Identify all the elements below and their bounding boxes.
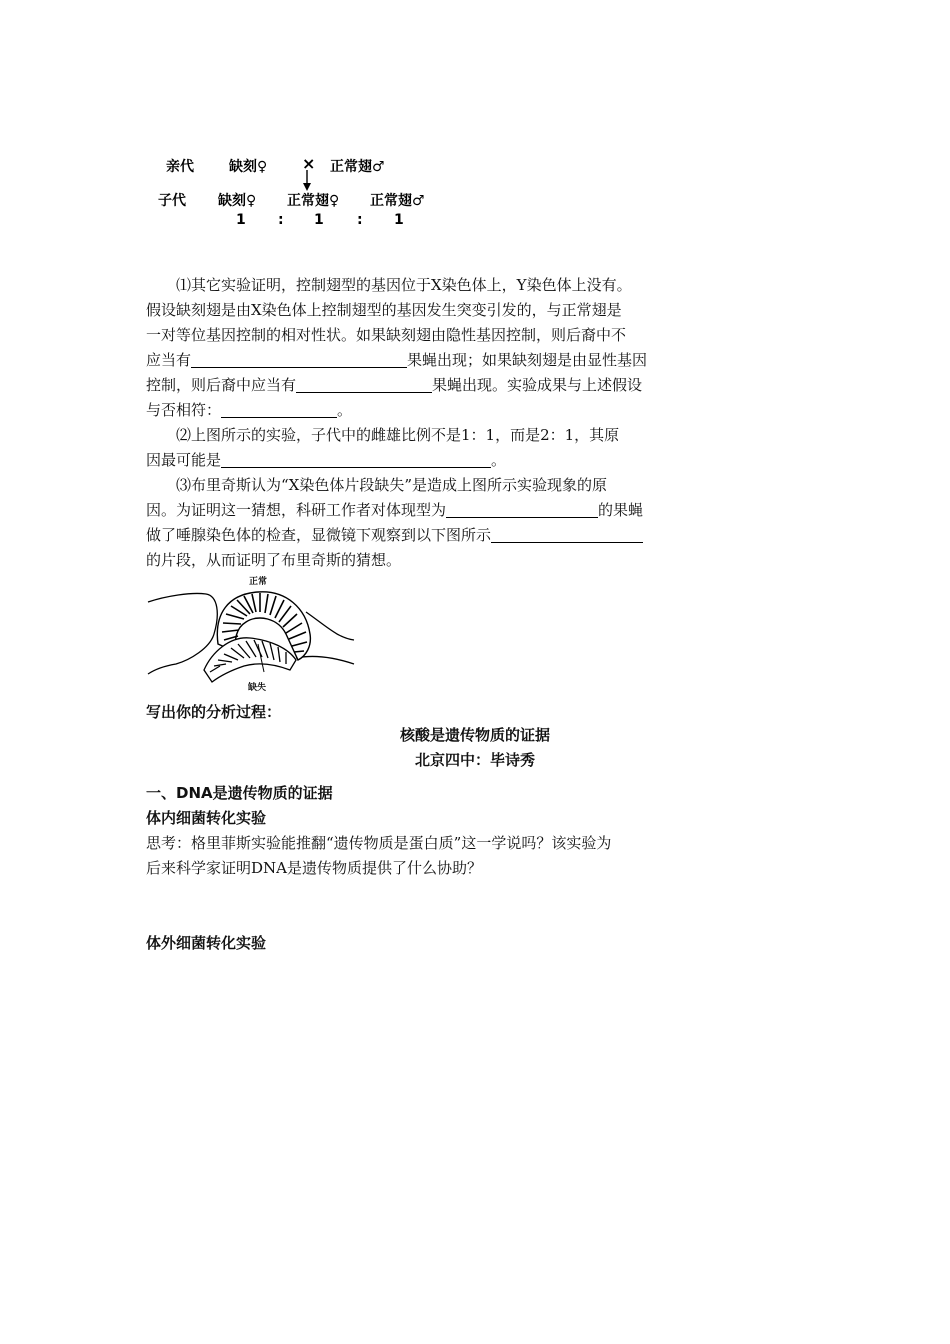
q3-line-3-start: 做了唾腺染色体的检查，显微镜下观察到以下图所示	[146, 526, 492, 544]
offspring-male-normal: 正常翅♂	[370, 193, 425, 209]
answer-blank-dominant[interactable]	[296, 374, 432, 393]
parent-male: 正常翅♂	[330, 159, 385, 175]
q3-line-2	[146, 498, 643, 523]
offspring-female-normal: 正常翅♀	[287, 193, 340, 209]
answer-blank-recessive[interactable]	[191, 349, 407, 368]
q1-line-5-start: 控制，则后裔中应当有	[146, 376, 297, 394]
q1-line-4-start: 应当有	[146, 351, 192, 369]
answer-blank-phenotype[interactable]	[446, 499, 598, 518]
document-author: 北京四中：毕诗秀	[414, 751, 535, 769]
q1-line-1: ⑴其它实验证明，控制翅型的基因位于X染色体上，Y染色体上没有。	[176, 276, 632, 294]
q1-line-6-end: 。	[337, 401, 353, 419]
parent-label: 亲代	[166, 159, 194, 175]
cross-symbol: ×	[302, 154, 316, 173]
label-normal: 正常	[249, 577, 268, 587]
q1-line-5	[146, 373, 642, 398]
q3-line-4: 的片段，从而证明了布里奇斯的猜想。	[146, 551, 402, 569]
q1-line-5-end: 果蝇出现。实验成果与上述假设	[432, 376, 643, 394]
q3-line-3	[146, 523, 643, 548]
offspring-label: 子代	[158, 193, 186, 209]
ratio-1: 1	[236, 212, 246, 228]
q2-line-2-end: 。	[491, 451, 507, 469]
section-heading-1: 一、DNA是遗传物质的证据	[146, 784, 333, 802]
document-title: 核酸是遗传物质的证据	[399, 726, 550, 744]
q3-line-1: ⑶布里奇斯认为“X染色体片段缺失”是造成上图所示实验现象的原	[176, 476, 608, 494]
q2-line-2-start: 因最可能是	[146, 451, 222, 469]
answer-blank-fragment[interactable]	[491, 524, 643, 543]
q1-line-6	[146, 398, 352, 423]
cross-arrow	[300, 170, 314, 192]
analysis-prompt: 写出你的分析过程：	[146, 703, 282, 721]
ratio-2: 1	[314, 212, 324, 228]
q1-line-6-start: 与否相符：	[146, 401, 222, 419]
ratio-sep-2: :	[357, 212, 363, 228]
ratio-3: 1	[394, 212, 404, 228]
q1-line-4-end: 果蝇出现；如果缺刻翅是由显性基因	[407, 351, 648, 369]
answer-blank-consistent[interactable]	[221, 399, 337, 418]
q1-line-4	[146, 348, 647, 373]
parent-female: 缺刻♀	[229, 159, 268, 175]
q3-line-2-start: 因。为证明这一猜想，科研工作者对体现型为	[146, 501, 447, 519]
label-deletion: 缺失	[248, 683, 267, 693]
salivary-chromosome-drawing	[146, 574, 358, 696]
offspring-female-notched: 缺刻♀	[218, 193, 257, 209]
q1-line-2: 假设缺刻翅是由X染色体上控制翅型的基因发生突变引发的，与正常翅是	[146, 301, 622, 319]
q2-line-1: ⑵上图所示的实验，子代中的雌雄比例不是1：1，而是2：1，其原	[176, 426, 620, 444]
chromosome-figure	[146, 574, 358, 696]
answer-blank-reason[interactable]	[221, 449, 491, 468]
q3-line-2-end: 的果蝇	[598, 501, 644, 519]
q1-line-3: 一对等位基因控制的相对性状。如果缺刻翅由隐性基因控制，则后裔中不	[146, 326, 627, 344]
ratio-sep-1: :	[278, 212, 284, 228]
think-line-2: 后来科学家证明DNA是遗传物质提供了什么协助？	[146, 859, 482, 877]
subheading-in-vivo: 体内细菌转化实验	[146, 809, 267, 827]
q2-line-2	[146, 448, 506, 473]
subheading-in-vitro: 体外细菌转化实验	[146, 934, 267, 952]
think-line-1: 思考：格里菲斯实验能推翻“遗传物质是蛋白质”这一学说吗？该实验为	[146, 834, 612, 852]
